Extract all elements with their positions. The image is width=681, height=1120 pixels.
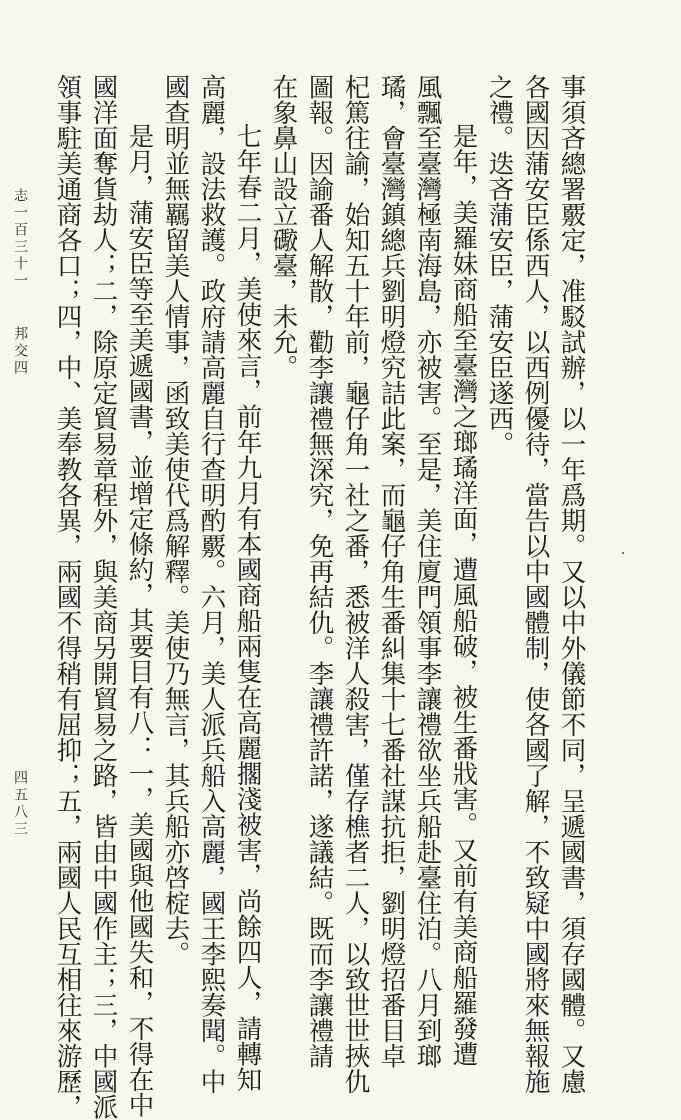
text-column-5: 風飄至臺灣極南海島，亦被害。至是，美住廈門領事李讓禮欲坐兵船赴臺住泊。八月到瑯 <box>412 74 443 1069</box>
text-column-13: 是月，蒲安臣等至美遞國書，並增定條約，其要目有八：一，美國與他國失和，不得在中 <box>124 123 155 1118</box>
volume-label: 志一百三十一 <box>12 188 28 290</box>
text-column-7: 杞篤往諭，始知五十年前，龜仔角一社之番，悉被洋人殺害，僅存樵者二人，以致世世挾仇 <box>340 74 371 1094</box>
text-column-1: 事須吝總署覈定，准駁試辦，以一年爲期。又以中外儀節不同，呈遞國書，須存國體。又慮 <box>556 74 587 1094</box>
section-label: 邦交四 <box>12 326 28 377</box>
speck <box>622 552 624 554</box>
text-column-10: 七年春二月，美使來言，前年九月有本國商船兩隻在高麗擱淺被害，尚餘四人，請轉知 <box>232 123 263 1092</box>
text-column-6: 璚，會臺灣鎮總兵劉明燈究詰此案，而龜仔角生番糾集十七番社謀抗拒，劉明燈招番目卓 <box>376 74 407 1069</box>
text-column-4: 是年，美羅妹商船至臺灣之瑯璚洋面，遭風船破，被生番戕害。又前有美商船羅發遭 <box>448 123 479 1067</box>
text-column-8: 圖報。因諭番人解散，勸李讓禮無深究，免再結仇。李讓禮許諾，遂議結。既而李讓禮請 <box>304 74 335 1069</box>
text-column-3: 之禮。迭吝蒲安臣，蒲安臣遂西。 <box>484 74 515 457</box>
text-column-14: 國洋面奪貨劫人；二，除原定貿易章程外，與美商另開貿易之路，皆由中國作主；三，中國派 <box>88 74 119 1120</box>
text-column-12: 國查明並無羈留美人情事，函致美使代爲解釋。美使乃無言，其兵船亦啓椗去。 <box>160 74 191 967</box>
text-column-11: 高麗，設法救護。政府請高麗自行查明酌覈。六月，美人派兵船入高麗，國王李熙奏聞。中 <box>196 74 227 1094</box>
page-number: 四五八三 <box>12 770 28 838</box>
text-column-9: 在象鼻山設立礮臺，未允。 <box>268 74 299 380</box>
text-column-2: 各國因蒲安臣係西人，以西例優待，當告以中國體制，使各國了解，不致疑中國將來無報施 <box>520 74 551 1094</box>
text-column-15: 領事駐美通商各口；四，中、美奉教各異，兩國不得稍有屈抑；五，兩國人民互相往來游歷， <box>52 74 83 1120</box>
